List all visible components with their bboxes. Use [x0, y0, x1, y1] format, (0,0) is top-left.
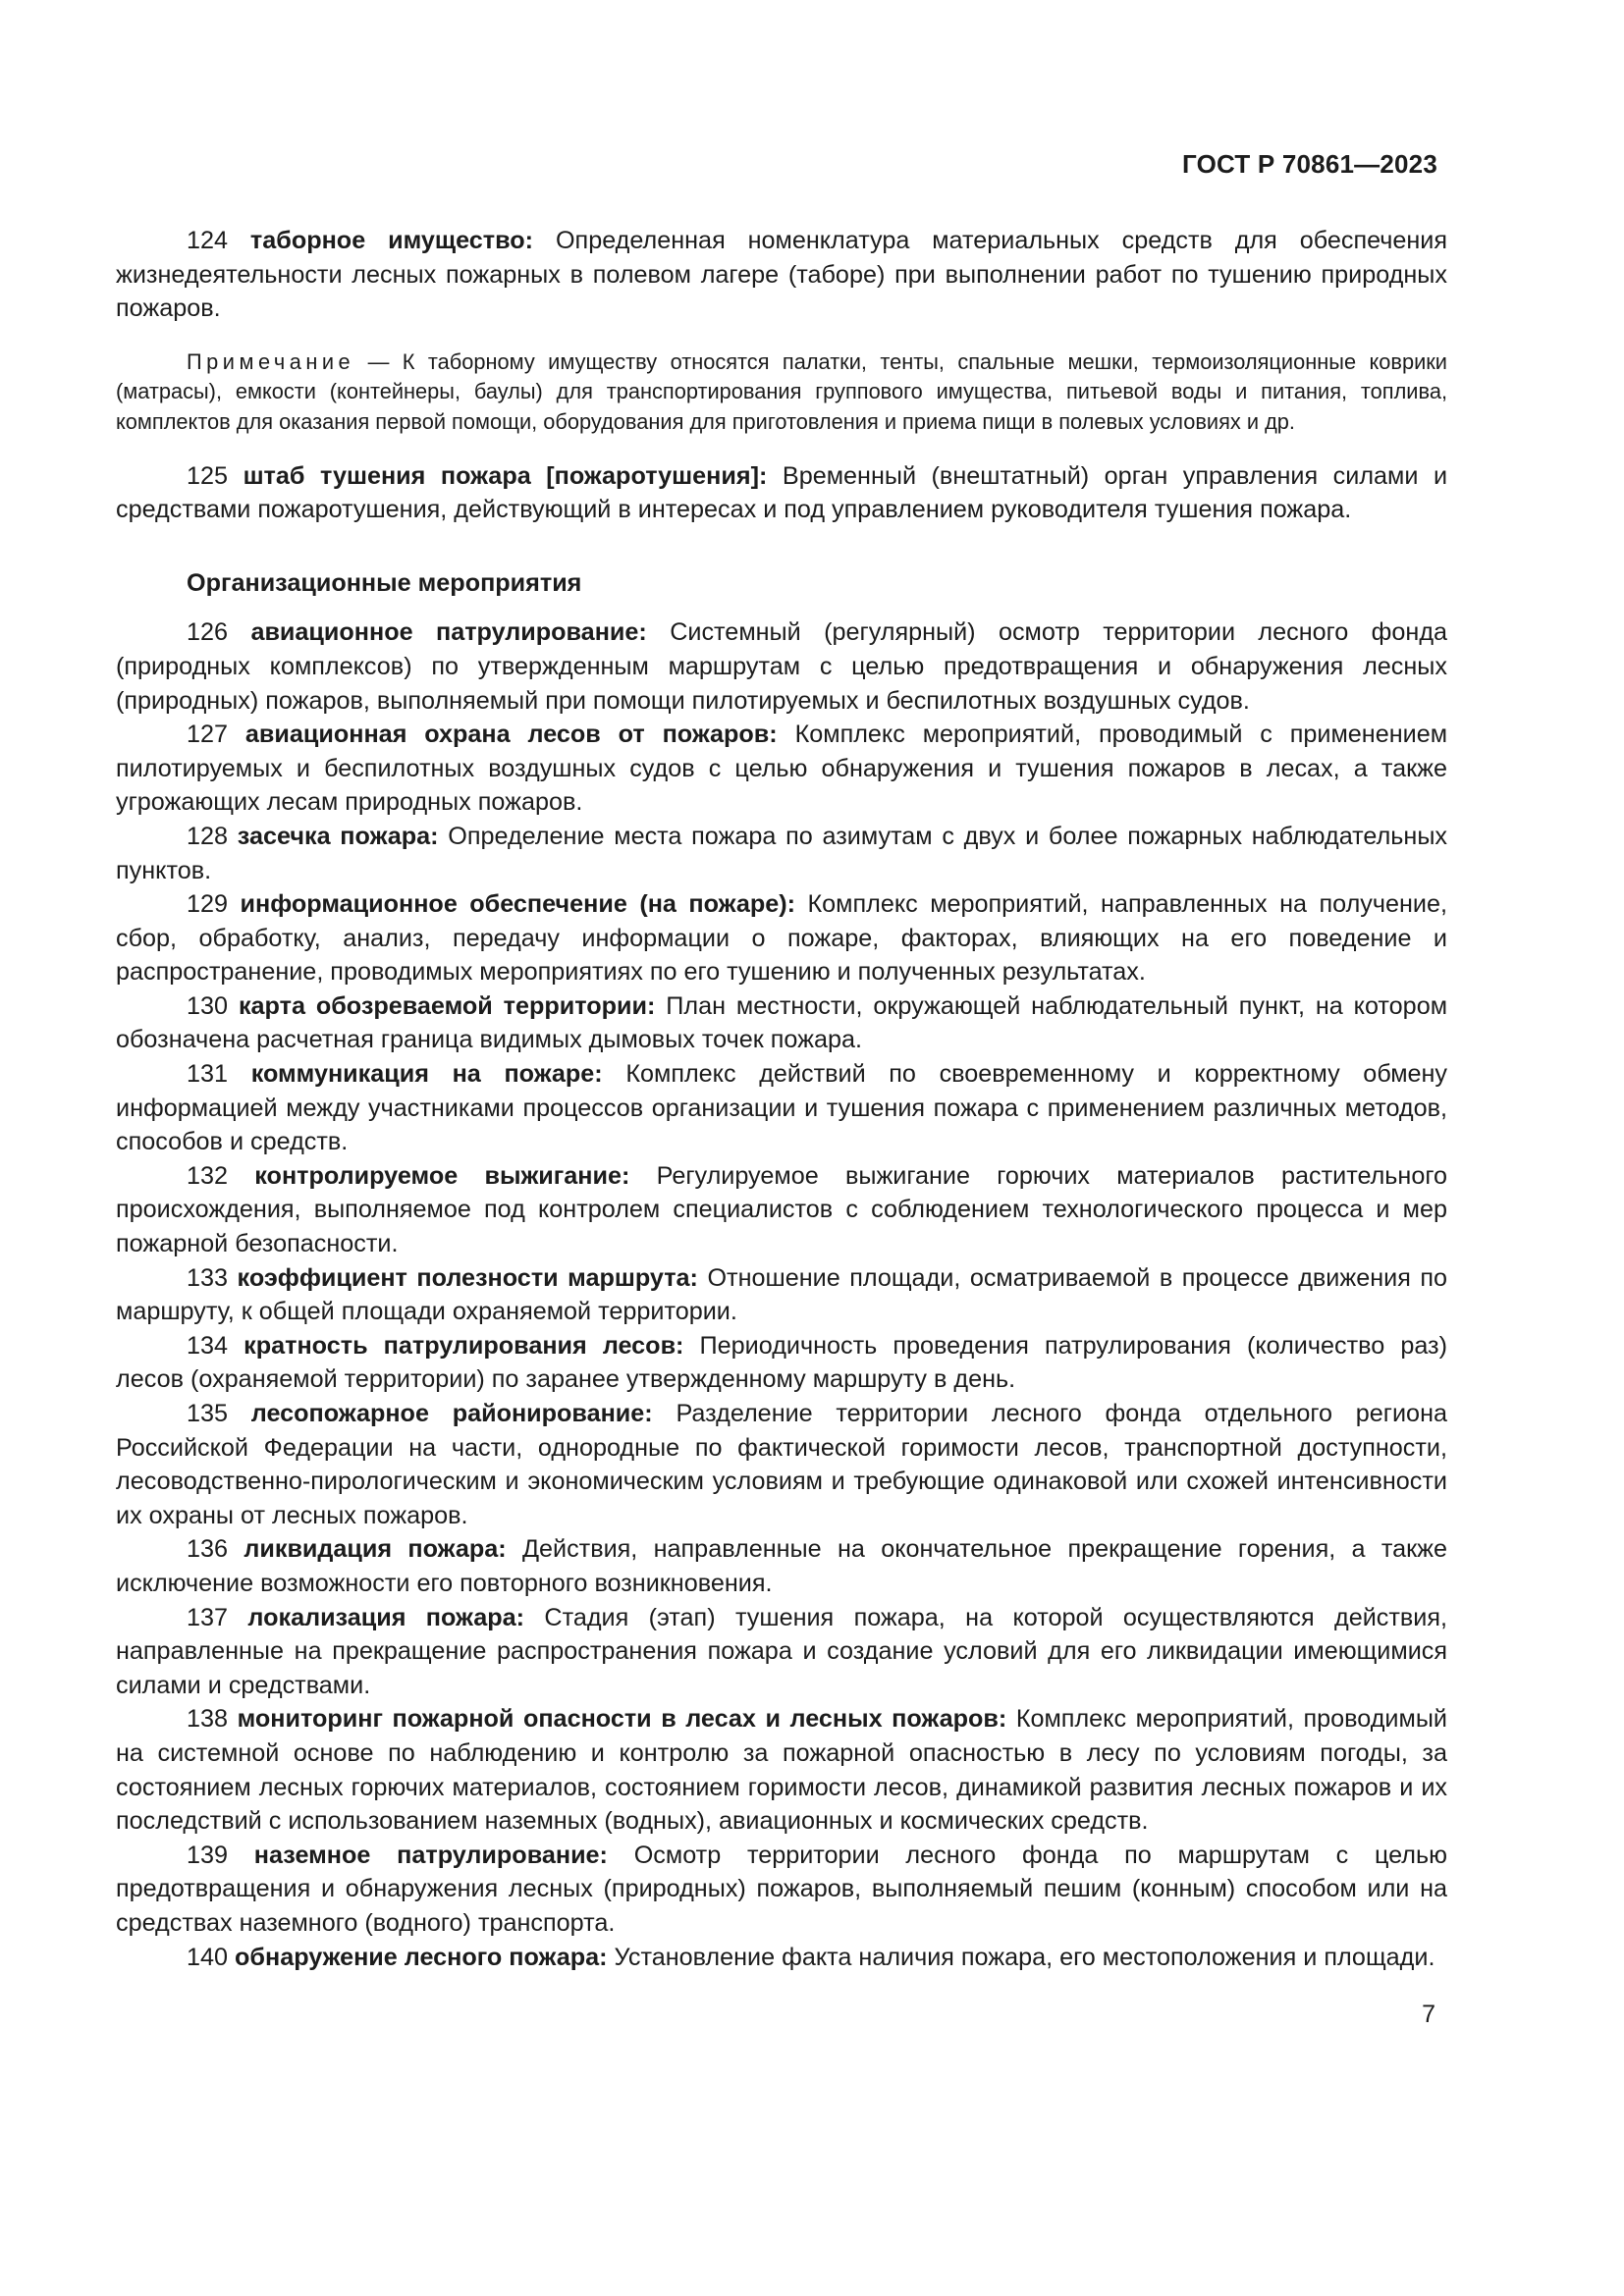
term-name: кратность патрулирования лесов: [244, 1331, 684, 1360]
term-entry-132 [116, 1159, 1447, 1261]
note-paragraph [116, 347, 1447, 438]
term-name: авиационное патрулирование: [250, 618, 647, 647]
term-entry-136 [116, 1532, 1447, 1600]
term-name: засечка пожара: [237, 822, 439, 850]
term-name: коэффициент полезности маршрута: [237, 1263, 698, 1292]
term-entry-134 [116, 1329, 1447, 1397]
term-name: лесопожарное районирование: [250, 1400, 653, 1427]
term-number: 137 [187, 1603, 229, 1631]
term-definition: Разделение территории лесного фонда отдельного региона Российской Федерации на части, однородные по фактической горимости лесов, транспортной доступности, лесоводственно-пирологическим и экономическим условиям и требующие одинаковой или схожей интенсивности их охраны от лесных пожаров. [116, 1400, 1447, 1529]
term-number: 129 [187, 890, 229, 919]
term-number: 131 [187, 1060, 229, 1089]
term-definition: Регулируемое выжигание горючих материалов растительного происхождения, выполняемое под контролем специалистов с соблюдением технологического процесса и мер пожарной безопасности. [116, 1161, 1447, 1258]
page-number: 7 [1422, 2001, 1435, 2028]
section-heading: Организационные мероприятия [187, 568, 582, 597]
term-entry-127 [116, 718, 1447, 820]
term-number: 127 [187, 721, 229, 749]
term-name: обнаружение лесного пожара: [235, 1943, 608, 1971]
term-number: 133 [187, 1263, 229, 1292]
term-entry-137 [116, 1601, 1447, 1703]
term-definition: Временный (внештатный) орган управления силами и средствами пожаротушения, действующий в интересах и под управлением руководителя тушения пожара. [116, 461, 1448, 524]
term-name: информационное обеспечение (на пожаре): [240, 890, 796, 919]
term-definition: Определенная номенклатура материальных средств для обеспечения жизнедеятельности лесных пожарных в полевом лагере (таборе) при выполнении работ по тушению природных пожаров. [116, 227, 1448, 323]
term-name: штаб тушения пожара [пожаротушения]: [243, 461, 768, 490]
term-entry-129 [116, 887, 1447, 989]
term-definition: Действия, направленные на окончательное прекращение горения, а также исключение возможности его повторного возникновения. [116, 1535, 1447, 1597]
term-number: 136 [187, 1535, 229, 1564]
term-name: таборное имущество: [249, 227, 534, 254]
term-definition: Комплекс мероприятий, проводимый с применением пилотируемых и беспилотных воздушных судов с целью обнаружения и тушения пожаров в лесах, а также угрожающих лесам природных пожаров. [116, 721, 1448, 817]
term-number: 138 [187, 1705, 229, 1734]
term-name: карта обозреваемой территории: [238, 991, 656, 1020]
term-number: 134 [187, 1331, 229, 1360]
term-entry-131 [116, 1057, 1447, 1159]
term-entry-130 [116, 989, 1447, 1057]
note-text: К таборному имуществу относятся палатки, тенты, спальные мешки, термоизоляционные коврики (матрасы), емкости (контейнеры, баулы) для транспортирования группового имущества, питьевой воды и питания, топлива, комплектов для оказания первой помощи, оборудования для приготовления и приема пищи в полевых условиях и др. [116, 348, 1447, 434]
document-designation: ГОСТ Р 70861—2023 [1182, 149, 1437, 179]
term-definition: Комплекс мероприятий, проводимый на системной основе по наблюдению и контролю за пожарной опасностью в лесу по условиям погоды, за состоянием лесных горючих материалов, состоянием горимости лесов, динамикой развития лесных пожаров и их последствий с использованием наземных (водных), авиационных и космических средств. [116, 1705, 1447, 1836]
term-name: мониторинг пожарной опасности в лесах и лесных пожаров: [237, 1705, 1007, 1734]
term-entry-126 [116, 615, 1447, 718]
term-entry-139 [116, 1839, 1447, 1941]
page-content [116, 224, 1447, 1974]
term-number: 128 [187, 822, 229, 850]
term-entry-133 [116, 1261, 1447, 1329]
term-number: 135 [187, 1400, 229, 1427]
term-number: 124 [187, 227, 229, 254]
term-entry-138 [116, 1702, 1447, 1838]
note-label: Примечание [187, 348, 355, 374]
term-name: наземное патрулирование: [253, 1841, 608, 1869]
term-definition: Осмотр территории лесного фонда по маршрутам с целью предотвращения и обнаружения лесных (природных) пожаров, выполняемый пешим (конным) способом или на средствах наземного (водного) транспорта. [116, 1841, 1448, 1937]
term-definition: Комплекс мероприятий, направленных на получение, сбор, обработку, анализ, передачу информации о пожаре, факторах, влияющих на его поведение и распространение, проводимых мероприятиях по его тушению и полученных результатах. [116, 890, 1447, 987]
term-definition: Стадия (этап) тушения пожара, на которой осуществляются действия, направленные на прекращение распространения пожара и создание условий для его ликвидации имеющимися силами и средствами. [116, 1603, 1448, 1699]
term-entry-128 [116, 820, 1447, 887]
term-number: 125 [187, 461, 229, 490]
term-definition: Комплекс действий по своевременному и корректному обмену информацией между участниками процессов организации и тушения пожара с применением различных методов, способов и средств. [116, 1060, 1448, 1156]
term-number: 126 [187, 618, 229, 647]
term-name: авиационная охрана лесов от пожаров: [244, 721, 778, 749]
note-dash: — [367, 348, 390, 374]
term-name: коммуникация на пожаре: [250, 1060, 603, 1089]
term-entry-135 [116, 1397, 1447, 1532]
term-entry-140 [116, 1941, 1447, 1975]
term-number: 130 [187, 991, 229, 1020]
term-definition: Отношение площади, осматриваемой в процессе движения по маршруту, к общей площади охраняемой территории. [116, 1263, 1448, 1326]
term-definition: Периодичность проведения патрулирования (количество раз) лесов (охраняемой территории) по заранее утвержденному маршруту в день. [116, 1331, 1447, 1394]
term-definition: Определение места пожара по азимутам с двух и более пожарных наблюдательных пунктов. [116, 822, 1448, 884]
term-entry-124 [116, 224, 1447, 326]
term-name: ликвидация пожара: [244, 1535, 507, 1564]
term-number: 139 [187, 1841, 229, 1869]
term-number: 132 [187, 1161, 229, 1190]
term-name: локализация пожара: [247, 1603, 525, 1631]
term-number: 140 [187, 1943, 229, 1971]
term-definition: Системный (регулярный) осмотр территории лесного фонда (природных комплексов) по утвержденным маршрутам с целью предотвращения и обнаружения лесных (природных) пожаров, выполняемый при помощи пилотируемых и беспилотных воздушных судов. [116, 618, 1448, 715]
term-definition: Установление факта наличия пожара, его местоположения и площади. [614, 1943, 1435, 1971]
term-name: контролируемое выжигание: [254, 1161, 630, 1190]
term-entry-125 [116, 459, 1447, 527]
term-definition: План местности, окружающей наблюдательный пункт, на котором обозначена расчетная граница видимых дымовых точек пожара. [116, 991, 1448, 1054]
